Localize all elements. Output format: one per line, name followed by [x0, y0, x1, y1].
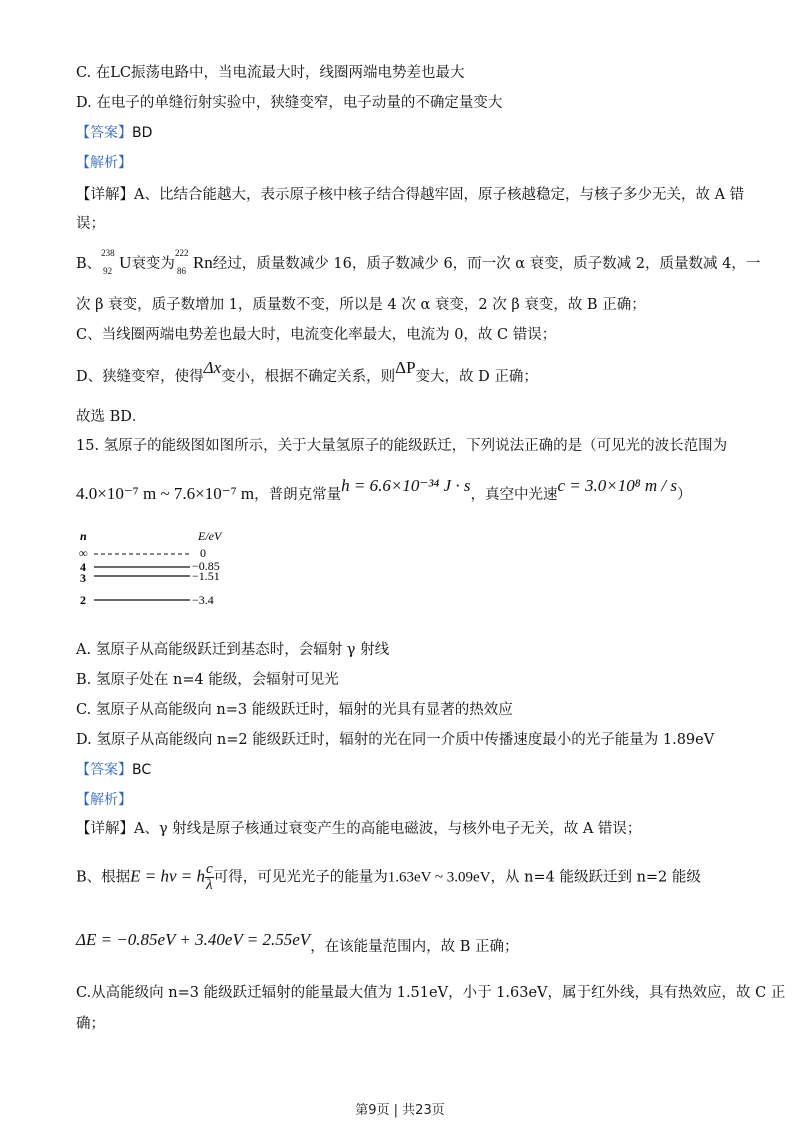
q14-analysis-tag: 【解析】: [76, 155, 132, 171]
q14-detail-a-line1: 【详解】A、比结合能越大，表示原子核中核子结合得越牢固，原子核越稳定，与核子多少无关，故 A 错: [76, 187, 745, 203]
answer-tag: 【答案】: [76, 762, 132, 778]
q14-option-c: C. 在LC振荡电路中，当电流最大时，线圈两端电势差也最大: [76, 65, 465, 81]
level-n-4: 4: [80, 560, 86, 574]
q15-option-c: C. 氢原子从高能级向 n=3 能级跃迁时，辐射的光具有显著的热效应: [76, 702, 513, 718]
q15-stem-line2: 4.0×10⁻⁷ m ~ 7.6×10⁻⁷ m，普朗克常量h = 6.6×10⁻³⁴ J · s，真空中光速c = 3.0×10⁸ m / s）: [76, 476, 692, 503]
q15-detail-c-line2: 确；: [76, 1016, 105, 1032]
q15-option-d: D. 氢原子从高能级向 n=2 能级跃迁时，辐射的光在同一介质中传播速度最小的光子能量为 1.89eV: [76, 732, 715, 748]
answer-value: BD: [132, 125, 153, 141]
q14-answer: [76, 123, 152, 143]
delta-x: Δx: [203, 358, 222, 377]
q14-detail-b-line1: B、 238 92 U衰变为 222 86 Rn经过，质量数减少 16，质子数减少 6，而一次 α 衰变，质子数减 2，质量数减 4，一: [76, 248, 761, 276]
q15-detail-b-line1: B、根据E = hν = h $\frac{c}{\lambda}$ 可得，可见光光子的能量为1.63eV ~ 3.09eV，从 n=4 能级跃迁到 n=2 能级: [76, 861, 701, 893]
q14-detail-b-line2: 次 β 衰变，质子数增加 1，质量数不变，所以是 4 次 α 衰变，2 次 β 衰变，故 B 正确；: [76, 297, 646, 313]
radon-nuclide: 222 86 Rn: [174, 248, 213, 276]
q14-detail-a-line2: 误；: [76, 216, 105, 232]
q15-analysis-tag: 【解析】: [76, 792, 132, 808]
q15-detail-a: 【详解】A、γ 射线是原子核通过衰变产生的高能电磁波，与核外电子无关，故 A 错误；: [76, 821, 642, 837]
q15-detail-c-line1: C.从高能级向 n=3 能级跃迁辐射的能量最大值为 1.51eV，小于 1.63eV，属于红外线，具有热效应，故 C 正: [76, 985, 786, 1001]
wavelength-range: 4.0×10⁻⁷ m ~ 7.6×10⁻⁷ m: [76, 484, 255, 503]
q14-conclusion: 故选 BD．: [76, 409, 147, 425]
light-speed: c = 3.0×10⁸ m / s: [557, 476, 677, 495]
q15-option-a: A. 氢原子从高能级跃迁到基态时，会辐射 γ 射线: [76, 642, 390, 658]
q15-answer: [76, 760, 151, 780]
n-header: n: [80, 529, 87, 543]
answer-tag: 【答案】: [76, 125, 132, 141]
level-n-3: 3: [80, 571, 86, 585]
planck-constant: h = 6.6×10⁻³⁴ J · s: [341, 476, 471, 495]
q14-option-d: D. 在电子的单缝衍射实验中，狭缝变窄，电子动量的不确定量变大: [76, 95, 503, 111]
level-e-2: −3.4: [192, 593, 214, 607]
q14-detail-c: C、当线圈两端电势差也最大时，电流变化率最大，电流为 0，故 C 错误；: [76, 327, 557, 343]
q14-detail-d: D、狭缝变窄，使得Δx变小，根据不确定关系，则ΔP变大，故 D 正确；: [76, 358, 538, 385]
level-n-inf: ∞: [79, 546, 88, 560]
q15-detail-b-line2: ΔE = −0.85eV + 3.40eV = 2.55eV，在该能量范围内，故 B 正确；: [76, 930, 519, 955]
visible-energy-range: 1.63eV ~ 3.09eV: [387, 869, 491, 886]
level-n-2: 2: [80, 593, 86, 607]
level-e-4: −0.85: [192, 559, 220, 573]
delta-e-formula: ΔE = −0.85eV + 3.40eV = 2.55eV: [76, 930, 311, 949]
uranium-nuclide: 238 92 U: [101, 248, 132, 276]
q15-stem-line1: 15. 氢原子的能级图如图所示，关于大量氢原子的能级跃迁，下列说法正确的是（可见光的波长范围为: [76, 438, 728, 454]
level-e-inf: 0: [200, 546, 206, 560]
answer-value: BC: [132, 762, 152, 778]
c-over-lambda: $\frac{c}{\lambda}$: [206, 861, 213, 893]
delta-p: ΔP: [395, 358, 416, 377]
energy-formula: E = hν = h: [130, 866, 206, 886]
energy-level-diagram: [70, 524, 270, 614]
energy-header: E/eV: [198, 529, 222, 543]
q15-option-b: B. 氢原子处在 n=4 能级，会辐射可见光: [76, 672, 339, 688]
page-footer: 第9页 | 共23页: [355, 1103, 445, 1118]
level-e-3: −1.51: [192, 569, 220, 583]
